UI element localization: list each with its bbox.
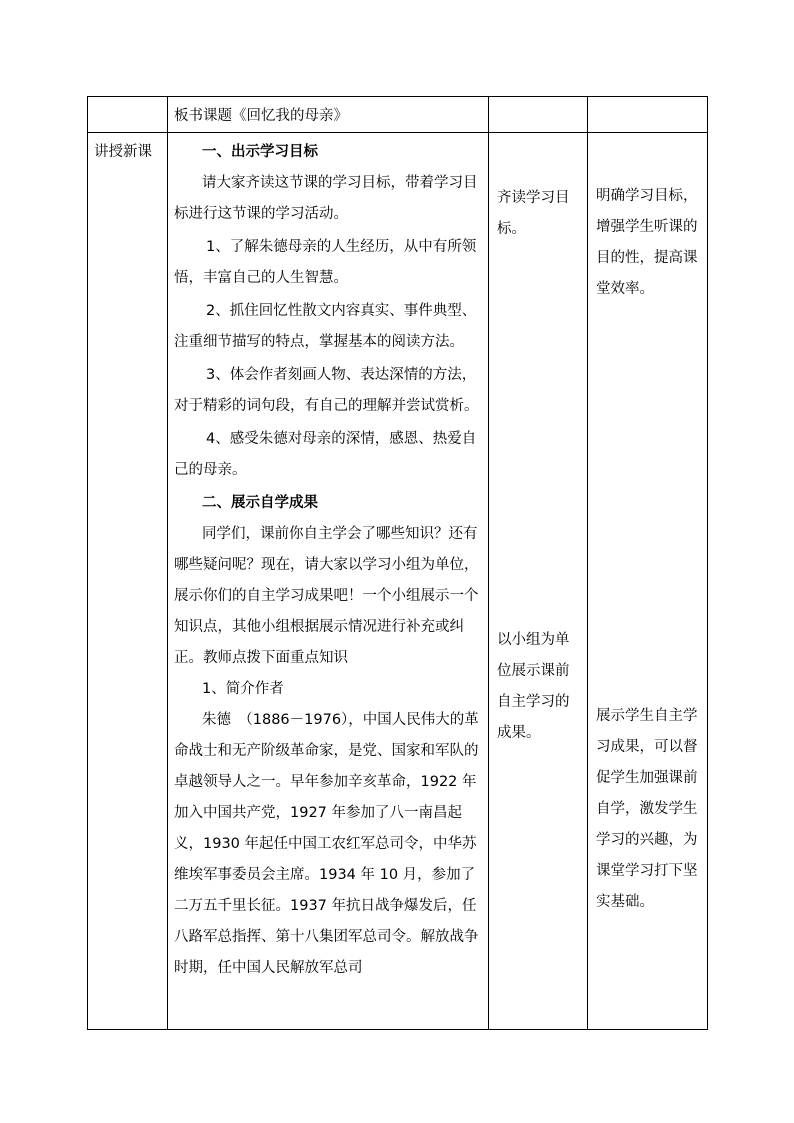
lesson-plan-sheet xyxy=(87,96,707,1024)
objective-3: 3、体会作者刻画人物、表达深情的方法，对于精彩的词句段，有自己的理解并尝试赏析。 xyxy=(174,367,479,414)
subsection-author-intro: 1、简介作者 xyxy=(202,681,284,697)
objective-1: 1、了解朱德母亲的人生经历，从中有所领悟，丰富自己的人生智慧。 xyxy=(174,239,477,286)
section1-intro: 请大家齐读这节课的学习目标，带着学习目标进行这节课的学习活动。 xyxy=(174,175,478,222)
objective-2: 2、抓住回忆性散文内容真实、事件典型、注重细节描写的特点，掌握基本的阅读方法。 xyxy=(174,303,477,350)
section2-intro: 同学们，课前你自主学会了哪些知识？还有哪些疑问呢？现在，请大家以学习小组为单位，展示你们的自主学习成果吧！一个小组展示一个知识点，其他小组根据展示情况进行补充或纠正。教师点拨下面重点知识 xyxy=(174,526,479,666)
stage-cell xyxy=(88,133,168,1030)
table-row xyxy=(88,97,708,133)
objective-4: 4、感受朱德对母亲的深情，感恩、热爱自己的母亲。 xyxy=(174,431,477,478)
stage-label: 讲授新课 xyxy=(94,144,152,160)
student-activity-2: 以小组为单位展示课前自主学习的成果。 xyxy=(497,632,570,741)
section1-title: 一、出示学习目标 xyxy=(202,144,318,160)
header-stage-cell xyxy=(88,97,168,133)
section2-title: 二、展示自学成果 xyxy=(202,495,318,511)
content-cell xyxy=(168,133,489,1030)
design-intent-cell xyxy=(588,133,708,1030)
header-content-cell xyxy=(168,97,489,133)
lesson-topic: 板书课题《回忆我的母亲》 xyxy=(174,108,348,124)
design-intent-1: 明确学习目标，增强学生听课的目的性，提高课堂效率。 xyxy=(596,188,698,297)
student-activity-cell xyxy=(489,133,588,1030)
author-bio: 朱德 （1886－1976），中国人民伟大的革命战士和无产阶级革命家，是党、国家和军队的卓越领导人之一。早年参加辛亥革命，1922 年加入中国共产党，1927 年参加了八一南昌起义，1930 年起任中国工农红军总司令，中华苏维埃军事委员会主席。1934 年 10 月，参加了二万五千里长征。1937 年抗日战争爆发后，任八路军总指挥、第十八集团军总司令。解放战争时期，任中国人民解放军总司 xyxy=(174,712,479,976)
header-intent-cell xyxy=(588,97,708,133)
table-row xyxy=(88,133,708,1030)
design-intent-2: 展示学生自主学习成果，可以督促学生加强课前自学，激发学生学习的兴趣，为课堂学习打下坚实基础。 xyxy=(596,708,698,910)
lesson-plan-table xyxy=(87,96,708,1030)
student-activity-1: 齐读学习目标。 xyxy=(497,190,570,237)
header-activity-cell xyxy=(489,97,588,133)
